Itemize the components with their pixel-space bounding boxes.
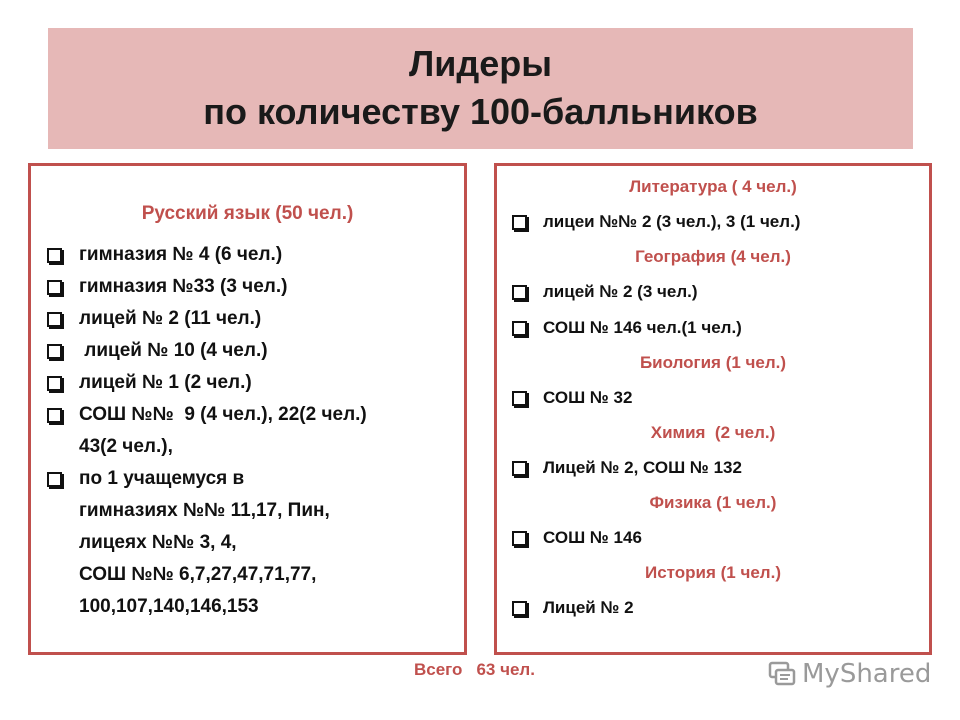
list-item: СОШ №№ 9 (4 чел.), 22(2 чел.) 43(2 чел.), bbox=[31, 399, 464, 463]
list-item: лицей № 10 (4 чел.) bbox=[31, 335, 464, 367]
checkbox-bullet-icon bbox=[512, 321, 527, 336]
checkbox-bullet-icon bbox=[512, 285, 527, 300]
total-value: 63 чел. bbox=[476, 660, 535, 679]
list-item: лицеи №№ 2 (3 чел.), 3 (1 чел.) bbox=[497, 204, 929, 240]
list-item: по 1 учащемуся в гимназиях №№ 11,17, Пин, лицеях №№ 3, 4, СОШ №№ 6,7,27,47,71,77, 100,107,140,146,153 bbox=[31, 463, 464, 623]
subject-heading-geography: География (4 чел.) bbox=[635, 247, 791, 266]
school-list-geography bbox=[497, 274, 929, 346]
subject-heading-physics: Физика (1 чел.) bbox=[649, 493, 777, 512]
list-item: СОШ № 32 bbox=[497, 380, 929, 416]
checkbox-bullet-icon bbox=[512, 531, 527, 546]
subject-heading-biology: Биология (1 чел.) bbox=[639, 353, 787, 372]
subject-heading-russian: Русский язык (50 чел.) bbox=[141, 203, 354, 224]
total-label: Всего bbox=[414, 660, 463, 679]
right-panel-other-subjects bbox=[494, 163, 932, 655]
list-item: гимназия №33 (3 чел.) bbox=[31, 271, 464, 303]
checkbox-bullet-icon bbox=[47, 312, 62, 327]
list-item: СОШ № 146 чел.(1 чел.) bbox=[497, 310, 929, 346]
checkbox-bullet-icon bbox=[47, 376, 62, 391]
checkbox-bullet-icon bbox=[47, 248, 62, 263]
subject-heading-history: История (1 чел.) bbox=[645, 563, 781, 582]
list-item: лицей № 1 (2 чел.) bbox=[31, 367, 464, 399]
list-item: гимназия № 4 (6 чел.) bbox=[31, 239, 464, 271]
title-banner bbox=[48, 28, 913, 149]
list-item: Лицей № 2 bbox=[497, 590, 929, 626]
checkbox-bullet-icon bbox=[512, 215, 527, 230]
title-line-2: по количеству 100-балльников bbox=[203, 91, 758, 132]
school-list-physics bbox=[497, 520, 929, 556]
checkbox-bullet-icon bbox=[47, 408, 62, 423]
school-list-chemistry bbox=[497, 450, 929, 486]
checkbox-bullet-icon bbox=[512, 461, 527, 476]
total-count bbox=[414, 660, 535, 680]
list-item: лицей № 2 (11 чел.) bbox=[31, 303, 464, 335]
myshared-logo-icon bbox=[768, 660, 796, 688]
checkbox-bullet-icon bbox=[47, 280, 62, 295]
checkbox-bullet-icon bbox=[512, 601, 527, 616]
checkbox-bullet-icon bbox=[47, 344, 62, 359]
school-list-biology bbox=[497, 380, 929, 416]
left-panel-russian bbox=[28, 163, 467, 655]
checkbox-bullet-icon bbox=[47, 472, 62, 487]
school-list-russian bbox=[31, 239, 464, 623]
subject-heading-literature: Литература ( 4 чел.) bbox=[629, 177, 797, 196]
list-item: Лицей № 2, СОШ № 132 bbox=[497, 450, 929, 486]
list-item: СОШ № 146 bbox=[497, 520, 929, 556]
school-list-literature bbox=[497, 204, 929, 240]
title-line-1: Лидеры bbox=[409, 43, 552, 84]
subject-heading-chemistry: Химия (2 чел.) bbox=[650, 423, 776, 442]
school-list-history bbox=[497, 590, 929, 626]
watermark-text: MyShared bbox=[802, 659, 932, 689]
checkbox-bullet-icon bbox=[512, 391, 527, 406]
myshared-watermark bbox=[768, 656, 931, 692]
list-item: лицей № 2 (3 чел.) bbox=[497, 274, 929, 310]
